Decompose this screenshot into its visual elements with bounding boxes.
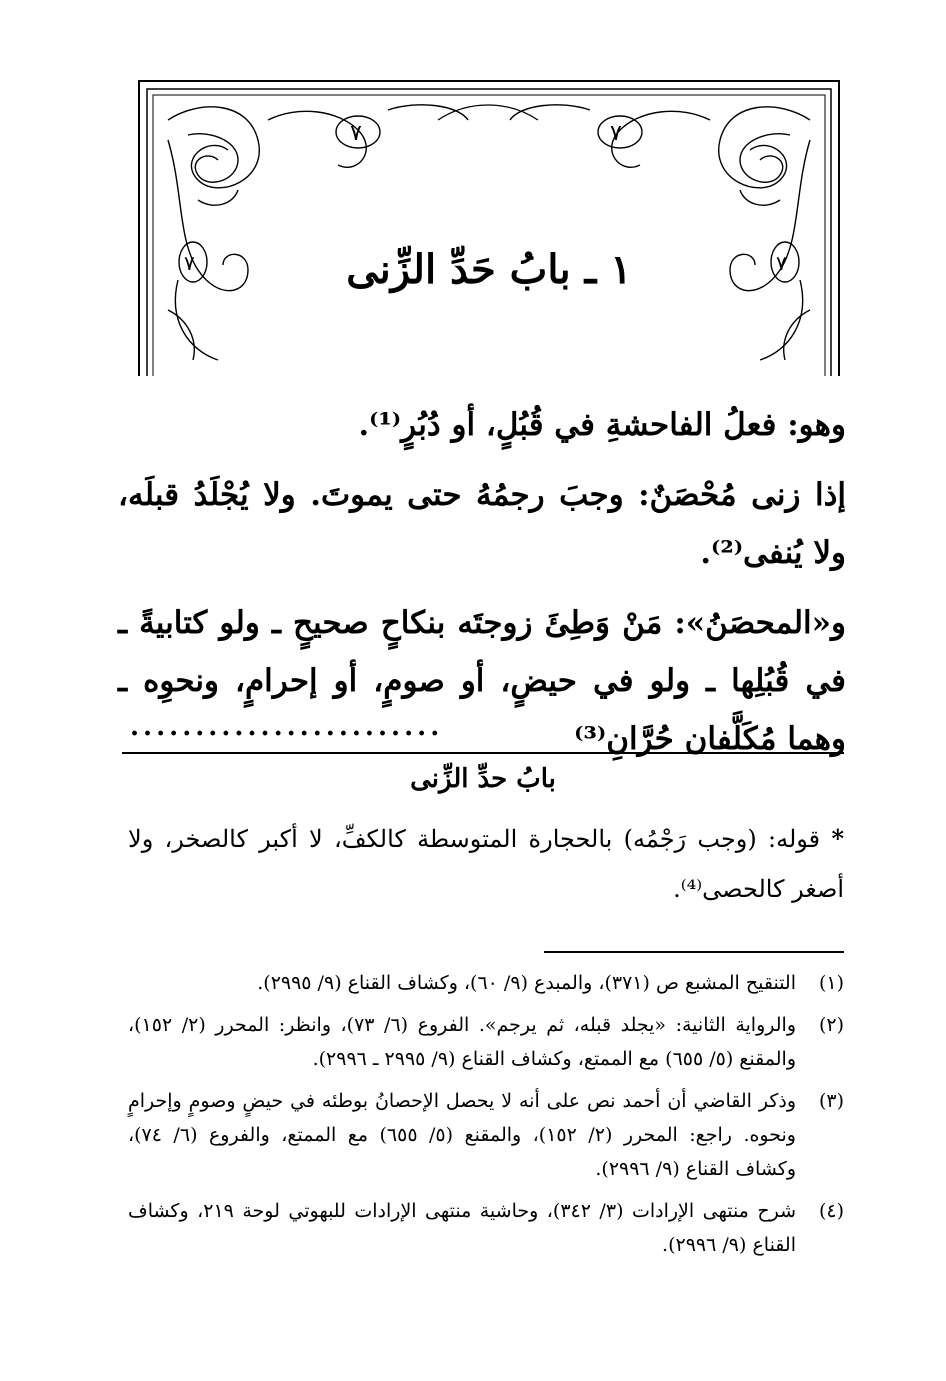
footnote	[128, 1194, 844, 1262]
footnote	[128, 1084, 844, 1186]
svg-text:٧: ٧	[350, 121, 362, 146]
ornament-border-graphic	[138, 80, 840, 376]
footnote-number: (٣)	[818, 1090, 844, 1112]
footnotes	[128, 966, 844, 1270]
main-paragraph: و«المحصَنُ»: مَنْ وَطِئَ زوجتَه بنكاحٍ صحيحٍ ـ ولو كتابيةً ـ في قُبُلِها ـ ولو في حيضٍ، أو صومٍ، أو إحرامٍ، ونحوِه ـ وهما مُكَلَّفان حُرَّانِ⁽³⁾	[118, 605, 846, 757]
svg-text:٧: ٧	[184, 251, 195, 275]
section-divider	[122, 752, 844, 754]
ornamental-header-frame	[138, 80, 840, 376]
footnote-divider	[544, 951, 844, 953]
main-paragraph: إذا زنى مُحْصَنٌ: وجبَ رجمُهُ حتى يموتَ. ولا يُجْلَدُ قبلَه، ولا يُنفى⁽²⁾.	[118, 477, 846, 571]
commentary-text	[128, 814, 844, 914]
commentary-body: قوله: (وجب رَجْمُه) بالحجارة المتوسطة كالكفِّ، لا أكبر كالصخر، ولا أصغر كالحصى⁽⁴⁾.	[128, 825, 844, 903]
chapter-title: ١ ـ بابُ حَدِّ الزِّنى	[346, 246, 632, 293]
footnote-text: شرح منتهى الإرادات (٣/ ٣٤٢)، وحاشية منتهى الإرادات للبهوتي لوحة ٢١٩، وكشاف القناع (٩/ ٢٩٩٦).	[128, 1200, 797, 1256]
footnote-number: (١)	[818, 972, 844, 994]
footnote-text: التنقيح المشبع ص (٣٧١)، والمبدع (٩/ ٦٠)، وكشاف القناع (٩/ ٢٩٩٥).	[257, 972, 796, 994]
footnote	[128, 1008, 844, 1076]
star-marker: *	[831, 824, 844, 853]
dotted-leader: ........................	[130, 712, 444, 742]
main-paragraph: وهو: فعلُ الفاحشةِ في قُبُلٍ، أو دُبُرٍ⁽¹⁾.	[358, 407, 846, 443]
footnote-number: (٢)	[818, 1014, 844, 1036]
svg-text:٧: ٧	[776, 251, 787, 275]
footnote	[128, 966, 844, 1000]
footnote-text: والرواية الثانية: «يجلد قبله، ثم يرجم». الفروع (٦/ ٧٣)، وانظر: المحرر (٢/ ١٥٢)، والمقنع (٥/ ٦٥٥) مع الممتع، وكشاف القناع (٩/ ٢٩٩٥ ـ ٢٩٩٦).	[128, 1014, 796, 1070]
footnote-number: (٤)	[818, 1200, 844, 1222]
svg-text:٧: ٧	[610, 121, 622, 146]
footnote-text: وذكر القاضي أن أحمد نص على أنه لا يحصل الإحصانُ بوطئه في حيضٍ وصومٍ وإحرامٍ ونحوه. راجع: المحرر (٢/ ١٥٢)، والمقنع (٥/ ٦٥٥) مع الممتع، والفروع (٦/ ٧٤)، وكشاف القناع (٩/ ٢٩٩٦).	[128, 1090, 796, 1180]
commentary-title: بابُ حدِّ الزِّنى	[410, 764, 556, 794]
